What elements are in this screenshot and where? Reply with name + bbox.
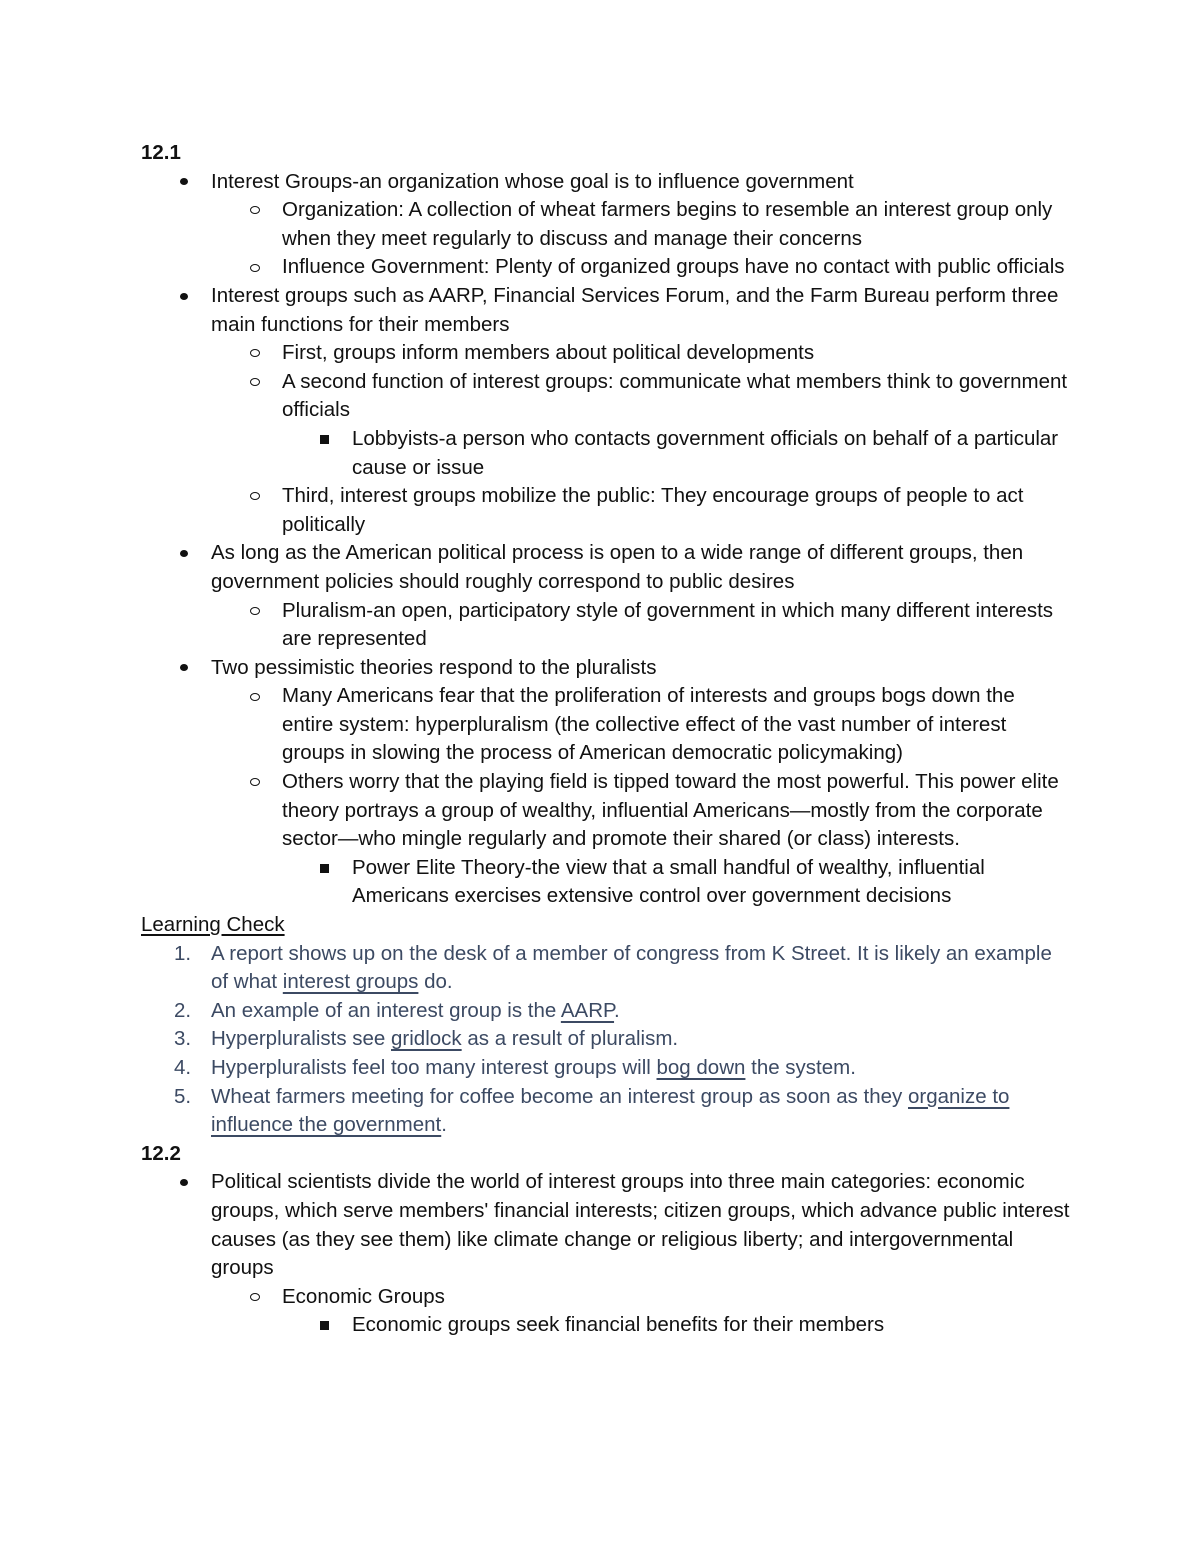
bullet-square-icon bbox=[317, 854, 331, 883]
item-text: A report shows up on the desk of a member of congress from K Street. It is likely an example of what bbox=[211, 941, 1052, 994]
bullet-circle-icon bbox=[247, 482, 263, 511]
bullet-dot-icon bbox=[177, 539, 191, 568]
learning-check-item bbox=[141, 940, 1071, 997]
answer-text: gridlock bbox=[391, 1027, 462, 1051]
learning-check-item bbox=[141, 1054, 1071, 1083]
sub-bullet-item bbox=[141, 253, 1071, 282]
sub-bullet-item bbox=[141, 196, 1071, 253]
item-number: 3. bbox=[174, 1027, 192, 1051]
item-text-end: . bbox=[441, 1113, 447, 1137]
bullet-text: Interest groups such as AARP, Financial Services Forum, and the Farm Bureau perform three main functions for their members bbox=[211, 283, 1059, 336]
sub-sub-bullet-item bbox=[141, 425, 1071, 482]
item-text: An example of an interest group is the bbox=[211, 998, 561, 1022]
bullet-dot-icon bbox=[177, 654, 191, 683]
item-text-end: do. bbox=[418, 970, 453, 994]
bullet-circle-icon bbox=[247, 253, 263, 282]
learning-check-item bbox=[141, 1025, 1071, 1054]
answer-text: organize to influence the government bbox=[211, 1084, 1010, 1137]
item-text: Hyperpluralists see bbox=[211, 1027, 392, 1051]
bullet-item bbox=[141, 168, 1071, 197]
sub-bullet-item bbox=[141, 1283, 1071, 1312]
bullet-dot-icon bbox=[177, 168, 191, 197]
item-text-end: as a result of pluralism. bbox=[461, 1027, 679, 1051]
sub-bullet-item bbox=[141, 682, 1071, 768]
learning-check-list bbox=[141, 940, 1071, 1140]
sub-sub-bullet-item bbox=[141, 854, 1071, 911]
bullet-text: Economic groups seek financial benefits for their members bbox=[352, 1313, 885, 1337]
bullet-dot-icon bbox=[177, 282, 191, 311]
bullet-text: As long as the American political process is open to a wide range of different groups, then government policies should roughly correspond to public desires bbox=[211, 541, 1024, 593]
sub-sub-bullet-item bbox=[141, 1311, 1071, 1340]
item-number: 1. bbox=[174, 941, 192, 965]
bullet-text: Organization: A collection of wheat farmers begins to resemble an interest group only when they meet regularly to discuss and manage their concerns bbox=[282, 198, 1053, 250]
bullet-circle-icon bbox=[247, 368, 263, 397]
bullet-circle-icon bbox=[247, 682, 263, 711]
document-page bbox=[141, 139, 1071, 1340]
item-text: Wheat farmers meeting for coffee become an interest group as soon as they bbox=[211, 1084, 908, 1108]
bullet-circle-icon bbox=[247, 768, 263, 797]
answer-text: interest groups bbox=[282, 970, 419, 994]
sub-bullet-item bbox=[141, 368, 1071, 425]
bullet-circle-icon bbox=[247, 339, 263, 368]
bullet-text: Pluralism-an open, participatory style of government in which many different interests are represented bbox=[282, 598, 1054, 651]
bullet-text: First, groups inform members about political developments bbox=[282, 341, 815, 365]
answer-text: bog down bbox=[656, 1056, 746, 1079]
item-text-end: the system. bbox=[745, 1056, 856, 1079]
item-number: 5. bbox=[174, 1084, 192, 1108]
section-heading-12-1: 12.1 bbox=[141, 141, 181, 164]
bullet-text: Power Elite Theory-the view that a small handful of wealthy, influential Americans exercises extensive control over government decisions bbox=[352, 855, 985, 908]
bullet-text: Lobbyists-a person who contacts government officials on behalf of a particular cause or issue bbox=[352, 426, 1059, 479]
bullet-text: Influence Government: Plenty of organized groups have no contact with public officials bbox=[282, 255, 1065, 279]
item-text: Hyperpluralists feel too many interest groups will bbox=[211, 1056, 657, 1079]
sub-bullet-item bbox=[141, 482, 1071, 539]
learning-check-item bbox=[141, 997, 1071, 1026]
bullet-text: Two pessimistic theories respond to the pluralists bbox=[211, 655, 657, 679]
bullet-text: Many Americans fear that the proliferation of interests and groups bogs down the entire system: hyperpluralism (the collective effect of the vast number of interest groups in slowing the process of American democratic policymaking) bbox=[282, 684, 1015, 765]
item-number: 4. bbox=[174, 1056, 192, 1079]
bullet-item bbox=[141, 539, 1071, 596]
bullet-item bbox=[141, 1168, 1071, 1282]
bullet-text: Others worry that the playing field is tipped toward the most powerful. This power elite theory portrays a group of wealthy, influential Americans—mostly from the corporate sector—who mingle regularly and promote their shared (or class) interests. bbox=[282, 770, 1059, 851]
learning-check-item bbox=[141, 1083, 1071, 1140]
bullet-circle-icon bbox=[247, 196, 263, 225]
bullet-text: A second function of interest groups: communicate what members think to government officials bbox=[282, 369, 1068, 422]
bullet-item bbox=[141, 654, 1071, 683]
sub-bullet-item bbox=[141, 768, 1071, 854]
bullet-circle-icon bbox=[247, 1283, 263, 1312]
bullet-text: Third, interest groups mobilize the public: They encourage groups of people to act politically bbox=[282, 484, 1024, 536]
bullet-square-icon bbox=[317, 1311, 331, 1340]
bullet-dot-icon bbox=[177, 1168, 191, 1197]
item-text-end: . bbox=[614, 998, 620, 1022]
bullet-circle-icon bbox=[247, 597, 263, 626]
bullet-text: Economic Groups bbox=[282, 1284, 445, 1308]
learning-check-title: Learning Check bbox=[141, 913, 285, 937]
section-heading-12-2: 12.2 bbox=[141, 1141, 181, 1165]
bullet-text: Interest Groups-an organization whose goal is to influence government bbox=[211, 169, 854, 193]
item-number: 2. bbox=[174, 998, 192, 1022]
bullet-text: Political scientists divide the world of interest groups into three main categories: economic groups, which serve members' financial interests; citizen groups, which advance public interest causes (as they see them) like climate change or religious liberty; and intergovernmental groups bbox=[211, 1170, 1070, 1280]
sub-bullet-item bbox=[141, 339, 1071, 368]
bullet-square-icon bbox=[317, 425, 331, 454]
sub-bullet-item bbox=[141, 597, 1071, 654]
bullet-item bbox=[141, 282, 1071, 339]
answer-text: AARP bbox=[560, 998, 615, 1022]
